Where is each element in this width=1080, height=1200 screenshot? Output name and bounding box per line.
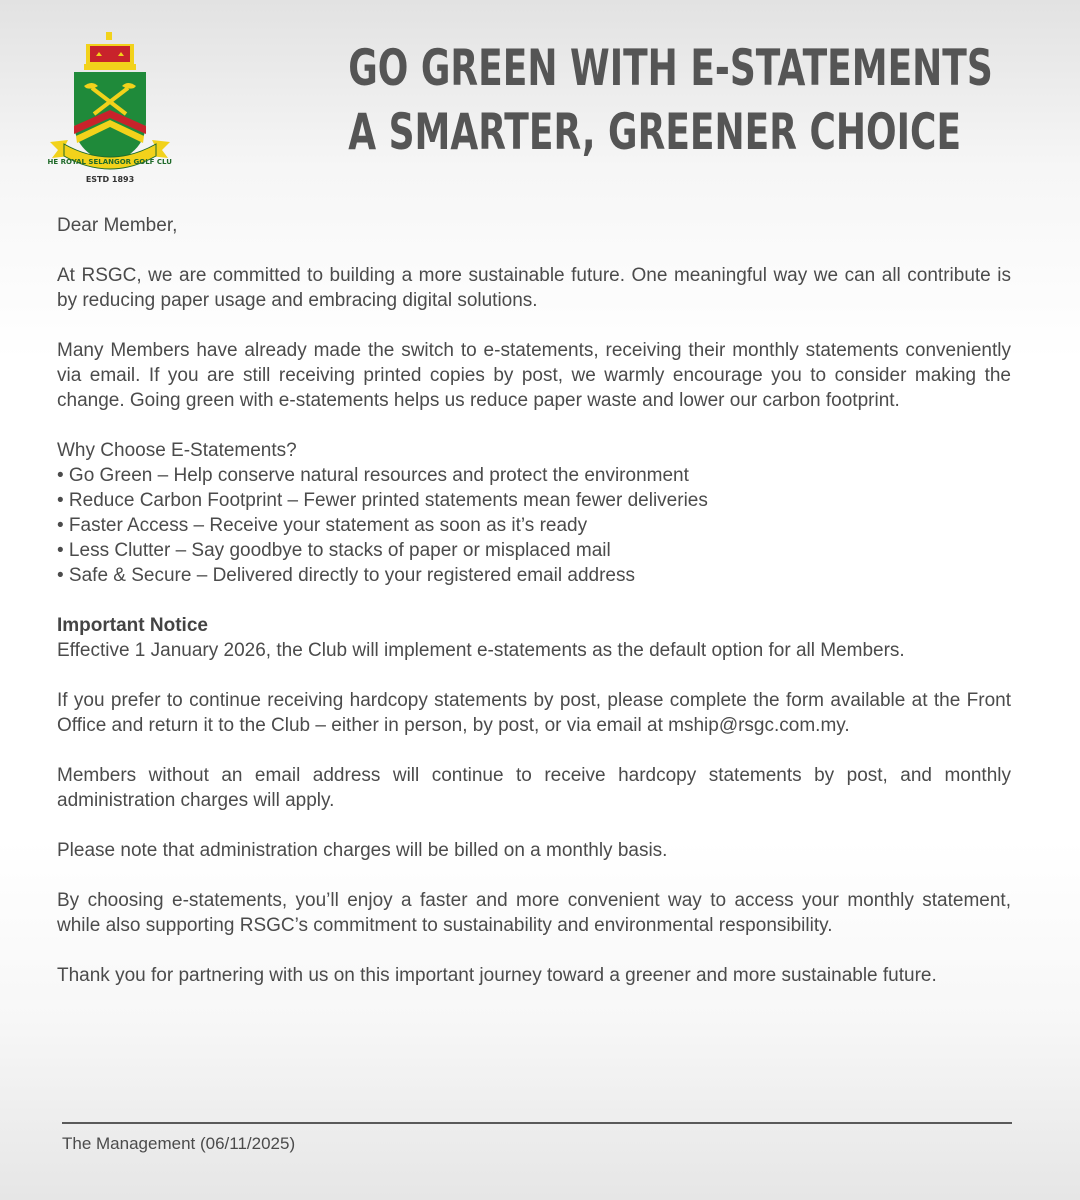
signature-divider xyxy=(62,1122,1012,1124)
hardcopy-paragraph: If you prefer to continue receiving hardcopy statements by post, please complete the form available at the Front Office and return it to the Club – either in person, by post, or via email at mship@rsgc.com.my. xyxy=(57,690,1011,736)
salutation: Dear Member, xyxy=(57,215,178,236)
benefit-item: • Less Clutter – Say goodbye to stacks of paper or misplaced mail xyxy=(57,540,611,561)
signoff: The Management (06/11/2025) xyxy=(62,1134,296,1153)
why-heading: Why Choose E-Statements? xyxy=(57,440,297,461)
benefit-item: • Faster Access – Receive your statement as soon as it’s ready xyxy=(57,515,588,536)
benefit-item: • Go Green – Help conserve natural resources and protect the environment xyxy=(57,465,689,486)
billing-paragraph: Please note that administration charges will be billed on a monthly basis. xyxy=(57,840,668,861)
crest-icon xyxy=(48,30,172,186)
benefit-item: • Reduce Carbon Footprint – Fewer printed statements mean fewer deliveries xyxy=(57,490,708,511)
benefit-paragraph: By choosing e-statements, you’ll enjoy a faster and more convenient way to access your monthly statement, while also supporting RSGC’s commitment to sustainability and environmental responsibility. xyxy=(57,890,1011,936)
notice-heading: Important Notice xyxy=(57,615,208,636)
benefit-item: • Safe & Secure – Delivered directly to your registered email address xyxy=(57,565,635,586)
page-title xyxy=(348,36,993,164)
club-crest-logo xyxy=(48,30,172,186)
letter-body xyxy=(57,213,1011,1013)
svg-text:ESTD 1893: ESTD 1893 xyxy=(85,175,135,184)
no-email-paragraph: Members without an email address will continue to receive hardcopy statements by post, and monthly administration charges will apply. xyxy=(57,765,1011,811)
thanks-paragraph: Thank you for partnering with us on this important journey toward a greener and more sustainable future. xyxy=(57,965,937,986)
notice-text: Effective 1 January 2026, the Club will implement e-statements as the default option for all Members. xyxy=(57,640,905,661)
title-line-2: A SMARTER, GREENER CHOICE xyxy=(348,103,962,161)
title-line-1: GO GREEN WITH E-STATEMENTS xyxy=(348,39,993,97)
switch-paragraph: Many Members have already made the switch to e-statements, receiving their monthly statements conveniently via email. If you are still receiving printed copies by post, we warmly encourage you to consider making the change. Going green with e-statements helps us reduce paper waste and lower our carbon footprint. xyxy=(57,340,1011,411)
svg-text:THE ROYAL SELANGOR GOLF CLUB: THE ROYAL SELANGOR GOLF CLUB xyxy=(48,158,172,166)
intro-paragraph: At RSGC, we are committed to building a more sustainable future. One meaningful way we can all contribute is by reducing paper usage and embracing digital solutions. xyxy=(57,265,1011,311)
benefits-list xyxy=(57,463,1011,588)
